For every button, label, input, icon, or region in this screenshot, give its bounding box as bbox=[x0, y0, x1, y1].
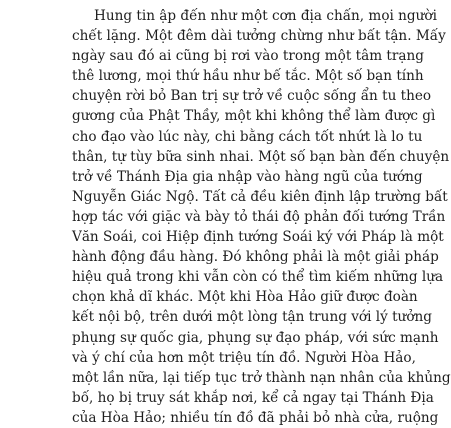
paragraph bbox=[72, 6, 451, 428]
text-line: chọn khả dĩ khác. Một khi Hòa Hảo giữ được đoàn bbox=[72, 289, 418, 306]
text-line: chết lặng. Một đêm dài tưởng chừng như bất tận. Mấy bbox=[72, 28, 446, 45]
text-line: hành động đầu hàng. Đó không phải là một giải pháp bbox=[72, 249, 439, 266]
text-line: chuyện rời bỏ Ban trị sự trở về cuộc sống ẩn tu theo bbox=[72, 88, 432, 105]
text-line: phụng sự quốc gia, phụng sự đạo pháp, với sức mạnh bbox=[72, 329, 439, 346]
text-line: cho đạo vào lúc này, chi bằng cách tốt nhứt là lo tu bbox=[72, 128, 423, 145]
text-line: gương của Phật Thầy, một khi không thể làm được gì bbox=[72, 108, 436, 125]
text-line: bố, họ bị truy sát khắp nơi, kể cả ngay tại Thánh Địa bbox=[72, 389, 434, 406]
text-line: của Hòa Hảo; nhiều tín đồ đã phải bỏ nhà cửa, ruộng bbox=[72, 409, 439, 426]
text-line: thân, tự tùy bữa sinh nhai. Một số bạn bàn đến chuyện bbox=[72, 148, 450, 165]
text-line: và ý chí của hơn một triệu tín đồ. Người Hòa Hảo, bbox=[72, 349, 416, 366]
text-line: hiệu quả trong khi vẫn còn có thể tìm kiếm những lựa bbox=[72, 269, 444, 286]
text-line: kết nội bộ, trên dưới một lòng tận trung với lý tưởng bbox=[72, 309, 432, 326]
text-line: Văn Soái, coi Hiệp định tướng Soái ký với Pháp là một bbox=[72, 229, 444, 246]
text-line: ngày sau đó ai cũng bị rơi vào trong một tâm trạng bbox=[72, 48, 424, 65]
text-line: thê lương, mọi thứ hầu như bế tắc. Một số bạn tính bbox=[72, 68, 424, 85]
text-line: Nguyễn Giác Ngộ. Tất cả đều kiên định lập trường bất bbox=[72, 188, 448, 205]
text-line: Hung tin ập đến như một cơn địa chấn, mọi người bbox=[94, 8, 437, 24]
text-line: trở về Thánh Địa gia nhập vào hàng ngũ của tướng bbox=[72, 168, 423, 185]
text-line: một lần nữa, lại tiếp tục trở thành nạn nhân của khủng bbox=[72, 369, 451, 386]
text-line: hợp tác với giặc và bày tỏ thái độ phản đối tướng Trần bbox=[72, 208, 446, 225]
